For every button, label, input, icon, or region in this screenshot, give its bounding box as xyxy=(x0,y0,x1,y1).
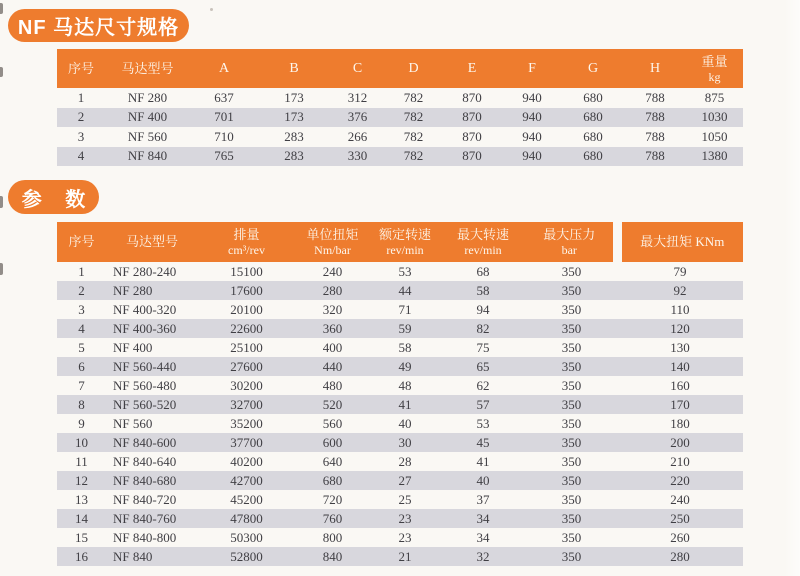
value-cell: 788 xyxy=(624,147,686,167)
value-cell: 350 xyxy=(526,395,617,414)
row-index-cell: 9 xyxy=(78,415,85,431)
value-cell: 82 xyxy=(440,319,526,338)
value-cell: 680 xyxy=(562,147,624,167)
value-cell: 680 xyxy=(583,89,603,105)
value-cell: 940 xyxy=(522,128,542,144)
table-row xyxy=(57,490,743,509)
value-cell: 350 xyxy=(561,415,582,431)
row-index-cell: 3 xyxy=(78,301,85,317)
col-header-weight xyxy=(686,49,743,88)
col-header-max-speed: 最大转速 rev/min xyxy=(440,222,526,262)
value-cell: 94 xyxy=(476,301,490,317)
value-cell: 782 xyxy=(385,108,442,128)
value-cell: 266 xyxy=(347,128,368,144)
col-header-max-torque: 最大扭矩 KNm xyxy=(617,222,743,262)
value-cell: 1030 xyxy=(686,108,743,128)
row-index-cell: 12 xyxy=(57,471,106,490)
value-cell: 32700 xyxy=(198,395,295,414)
table-row xyxy=(57,528,743,547)
value-cell: 350 xyxy=(561,339,582,355)
value-cell: 376 xyxy=(330,108,385,128)
value-cell: 180 xyxy=(670,415,690,431)
value-cell: 782 xyxy=(403,89,424,105)
col-header-model: 马达型号 xyxy=(106,222,198,262)
row-index-cell: 1 xyxy=(78,263,85,279)
row-index-cell: 1 xyxy=(77,89,85,105)
value-cell: 58 xyxy=(440,281,526,300)
value-cell: 350 xyxy=(561,453,582,469)
model-cell: NF 280-240 xyxy=(113,263,177,279)
value-cell: 940 xyxy=(502,108,562,128)
row-index-cell: 3 xyxy=(77,128,85,144)
value-cell: 27 xyxy=(370,471,440,490)
value-cell: 200 xyxy=(617,433,743,452)
value-cell: 160 xyxy=(670,377,690,393)
value-cell: 680 xyxy=(583,128,603,144)
value-cell: 870 xyxy=(442,147,502,167)
col-header-displacement: 排量 cm³/rev xyxy=(198,222,295,262)
model-cell: NF 400 xyxy=(105,108,190,128)
value-cell: 62 xyxy=(476,377,490,393)
value-cell: 23 xyxy=(370,509,440,528)
weight-header-line2: kg xyxy=(708,69,721,84)
col-header-d: D xyxy=(385,49,442,88)
value-cell: 800 xyxy=(322,529,343,545)
model-cell: NF 840-800 xyxy=(113,529,177,545)
value-cell: 65 xyxy=(440,357,526,376)
col-header-index: 序号 xyxy=(57,49,105,88)
value-cell: 40 xyxy=(440,471,526,490)
value-cell: 17600 xyxy=(198,281,295,300)
col-header-max-pressure: 最大压力 bar xyxy=(526,222,617,262)
model-cell: NF 280 xyxy=(106,281,198,300)
value-cell: 788 xyxy=(645,89,665,105)
value-cell: 34 xyxy=(476,529,490,545)
value-cell: 940 xyxy=(522,89,542,105)
value-cell: 110 xyxy=(670,301,690,317)
value-cell: 350 xyxy=(561,529,582,545)
value-cell: 940 xyxy=(502,147,562,167)
value-cell: 701 xyxy=(190,108,258,128)
value-cell: 350 xyxy=(561,301,582,317)
dimensions-table xyxy=(57,49,743,166)
value-cell: 280 xyxy=(295,281,370,300)
value-cell: 840 xyxy=(295,547,370,566)
value-cell: 25100 xyxy=(230,339,263,355)
row-index-cell: 7 xyxy=(78,377,85,393)
row-index-cell: 16 xyxy=(57,547,106,566)
col-header-c: C xyxy=(330,49,385,88)
value-cell: 173 xyxy=(284,89,304,105)
scan-edge-mark xyxy=(0,196,3,208)
value-cell: 870 xyxy=(462,128,482,144)
value-cell: 280 xyxy=(617,547,743,566)
value-cell: 23 xyxy=(398,529,412,545)
value-cell: 42700 xyxy=(198,471,295,490)
model-cell: NF 840 xyxy=(106,547,198,566)
value-cell: 870 xyxy=(442,108,502,128)
col-header-f: F xyxy=(502,49,562,88)
value-cell: 782 xyxy=(385,147,442,167)
value-cell: 330 xyxy=(330,147,385,167)
value-cell: 240 xyxy=(322,263,343,279)
value-cell: 53 xyxy=(476,415,490,431)
value-cell: 350 xyxy=(526,357,617,376)
value-cell: 788 xyxy=(645,128,665,144)
model-cell: NF 560-520 xyxy=(106,395,198,414)
value-cell: 283 xyxy=(284,128,304,144)
value-cell: 350 xyxy=(561,377,582,393)
table-row xyxy=(57,509,743,528)
value-cell: 240 xyxy=(670,491,690,507)
value-cell: 220 xyxy=(617,471,743,490)
value-cell: 48 xyxy=(398,377,412,393)
section-title-parameters: 参 数 xyxy=(8,180,99,214)
model-cell: NF 560-440 xyxy=(106,357,198,376)
value-cell: 210 xyxy=(670,453,690,469)
model-cell: NF 400-320 xyxy=(113,301,177,317)
value-cell: 350 xyxy=(526,547,617,566)
value-cell: 30 xyxy=(370,433,440,452)
value-cell: 350 xyxy=(526,319,617,338)
row-index-cell: 10 xyxy=(57,433,106,452)
value-cell: 250 xyxy=(617,509,743,528)
value-cell: 50300 xyxy=(230,529,263,545)
value-cell: 140 xyxy=(617,357,743,376)
value-cell: 130 xyxy=(670,339,690,355)
col-header-rated-speed: 额定转速 rev/min xyxy=(370,222,440,262)
value-cell: 79 xyxy=(673,263,687,279)
table-row xyxy=(57,262,743,281)
value-cell: 600 xyxy=(295,433,370,452)
table-row xyxy=(57,338,743,357)
row-index-cell: 11 xyxy=(75,453,88,469)
value-cell: 560 xyxy=(322,415,343,431)
value-cell: 37 xyxy=(476,491,490,507)
value-cell: 312 xyxy=(347,89,368,105)
value-cell: 520 xyxy=(295,395,370,414)
value-cell: 170 xyxy=(617,395,743,414)
model-cell: NF 840-640 xyxy=(113,453,177,469)
table-row xyxy=(57,281,743,300)
value-cell: 350 xyxy=(561,491,582,507)
table-row xyxy=(57,127,743,147)
value-cell: 40 xyxy=(398,415,412,431)
col-header-index: 序号 xyxy=(57,222,106,262)
parameters-table xyxy=(57,222,743,566)
row-index-cell: 14 xyxy=(57,509,106,528)
scan-edge-mark xyxy=(0,67,3,77)
table-row xyxy=(57,376,743,395)
value-cell: 283 xyxy=(258,147,330,167)
model-cell: NF 280 xyxy=(127,89,168,105)
section-title-dimensions: NF 马达尺寸规格 xyxy=(8,9,189,42)
value-cell: 57 xyxy=(440,395,526,414)
value-cell: 320 xyxy=(322,301,343,317)
table-row xyxy=(57,414,743,433)
value-cell: 680 xyxy=(295,471,370,490)
parameters-header-row xyxy=(57,222,743,262)
table-row xyxy=(57,319,743,338)
value-cell: 1380 xyxy=(686,147,743,167)
value-cell: 34 xyxy=(440,509,526,528)
value-cell: 1050 xyxy=(701,128,728,144)
value-cell: 27600 xyxy=(198,357,295,376)
value-cell: 32 xyxy=(440,547,526,566)
value-cell: 45 xyxy=(440,433,526,452)
table-row xyxy=(57,452,743,471)
col-header-h: H xyxy=(624,49,686,88)
table-row xyxy=(57,300,743,319)
value-cell: 92 xyxy=(617,281,743,300)
model-cell: NF 560 xyxy=(127,128,168,144)
row-index-cell: 4 xyxy=(57,147,105,167)
value-cell: 41 xyxy=(370,395,440,414)
value-cell: 350 xyxy=(526,471,617,490)
value-cell: 350 xyxy=(526,281,617,300)
value-cell: 47800 xyxy=(198,509,295,528)
table-row xyxy=(57,88,743,108)
col-header-b: B xyxy=(258,49,330,88)
value-cell: 20100 xyxy=(230,301,263,317)
model-cell: NF 560 xyxy=(113,415,153,431)
value-cell: 120 xyxy=(617,319,743,338)
value-cell: 44 xyxy=(370,281,440,300)
col-header-unit-torque: 单位扭矩 Nm/bar xyxy=(295,222,370,262)
model-cell: NF 840 xyxy=(105,147,190,167)
scan-edge-mark xyxy=(0,263,3,275)
value-cell: 870 xyxy=(462,89,482,105)
value-cell: 37700 xyxy=(198,433,295,452)
value-cell: 30200 xyxy=(230,377,263,393)
value-cell: 45200 xyxy=(230,491,263,507)
value-cell: 720 xyxy=(322,491,343,507)
value-cell: 22600 xyxy=(198,319,295,338)
table-row xyxy=(57,471,743,490)
value-cell: 68 xyxy=(476,263,490,279)
value-cell: 260 xyxy=(670,529,690,545)
value-cell: 52800 xyxy=(198,547,295,566)
col-header-e: E xyxy=(442,49,502,88)
value-cell: 637 xyxy=(214,89,234,105)
value-cell: 710 xyxy=(214,128,234,144)
value-cell: 350 xyxy=(526,509,617,528)
row-index-cell: 5 xyxy=(78,339,85,355)
value-cell: 760 xyxy=(295,509,370,528)
value-cell: 75 xyxy=(476,339,490,355)
value-cell: 53 xyxy=(398,263,412,279)
value-cell: 15100 xyxy=(230,263,263,279)
model-cell: NF 840-760 xyxy=(106,509,198,528)
value-cell: 58 xyxy=(398,339,412,355)
col-header-g: G xyxy=(562,49,624,88)
value-cell: 782 xyxy=(403,128,424,144)
table-row xyxy=(57,547,743,566)
col-header-a: A xyxy=(190,49,258,88)
value-cell: 173 xyxy=(258,108,330,128)
table-row xyxy=(57,108,743,128)
table-row xyxy=(57,357,743,376)
row-index-cell: 13 xyxy=(75,491,88,507)
value-cell: 59 xyxy=(370,319,440,338)
model-cell: NF 840-600 xyxy=(106,433,198,452)
value-cell: 71 xyxy=(398,301,412,317)
value-cell: 680 xyxy=(562,108,624,128)
table-row xyxy=(57,433,743,452)
value-cell: 640 xyxy=(322,453,343,469)
scan-speck xyxy=(210,8,213,11)
value-cell: 49 xyxy=(370,357,440,376)
row-index-cell: 2 xyxy=(57,281,106,300)
value-cell: 788 xyxy=(624,108,686,128)
model-cell: NF 400 xyxy=(113,339,153,355)
value-cell: 28 xyxy=(398,453,412,469)
table-row xyxy=(57,395,743,414)
value-cell: 21 xyxy=(370,547,440,566)
value-cell: 25 xyxy=(398,491,412,507)
col-header-model: 马达型号 xyxy=(105,49,190,88)
scan-edge-mark xyxy=(0,3,3,14)
row-index-cell: 15 xyxy=(75,529,88,545)
weight-header-line1: 重量 xyxy=(701,53,728,69)
value-cell: 350 xyxy=(526,433,617,452)
row-index-cell: 6 xyxy=(57,357,106,376)
row-index-cell: 8 xyxy=(57,395,106,414)
row-index-cell: 2 xyxy=(57,108,105,128)
model-cell: NF 400-360 xyxy=(106,319,198,338)
value-cell: 765 xyxy=(190,147,258,167)
scan-page-edge xyxy=(784,0,800,576)
model-cell: NF 840-680 xyxy=(106,471,198,490)
row-index-cell: 4 xyxy=(57,319,106,338)
value-cell: 41 xyxy=(476,453,490,469)
value-cell: 875 xyxy=(704,89,725,105)
value-cell: 40200 xyxy=(230,453,263,469)
value-cell: 400 xyxy=(322,339,343,355)
value-cell: 440 xyxy=(295,357,370,376)
value-cell: 35200 xyxy=(230,415,263,431)
value-cell: 350 xyxy=(561,263,582,279)
value-cell: 360 xyxy=(295,319,370,338)
value-cell: 480 xyxy=(322,377,343,393)
table-row xyxy=(57,147,743,167)
model-cell: NF 840-720 xyxy=(113,491,177,507)
model-cell: NF 560-480 xyxy=(113,377,177,393)
dimensions-header-row xyxy=(57,49,743,88)
